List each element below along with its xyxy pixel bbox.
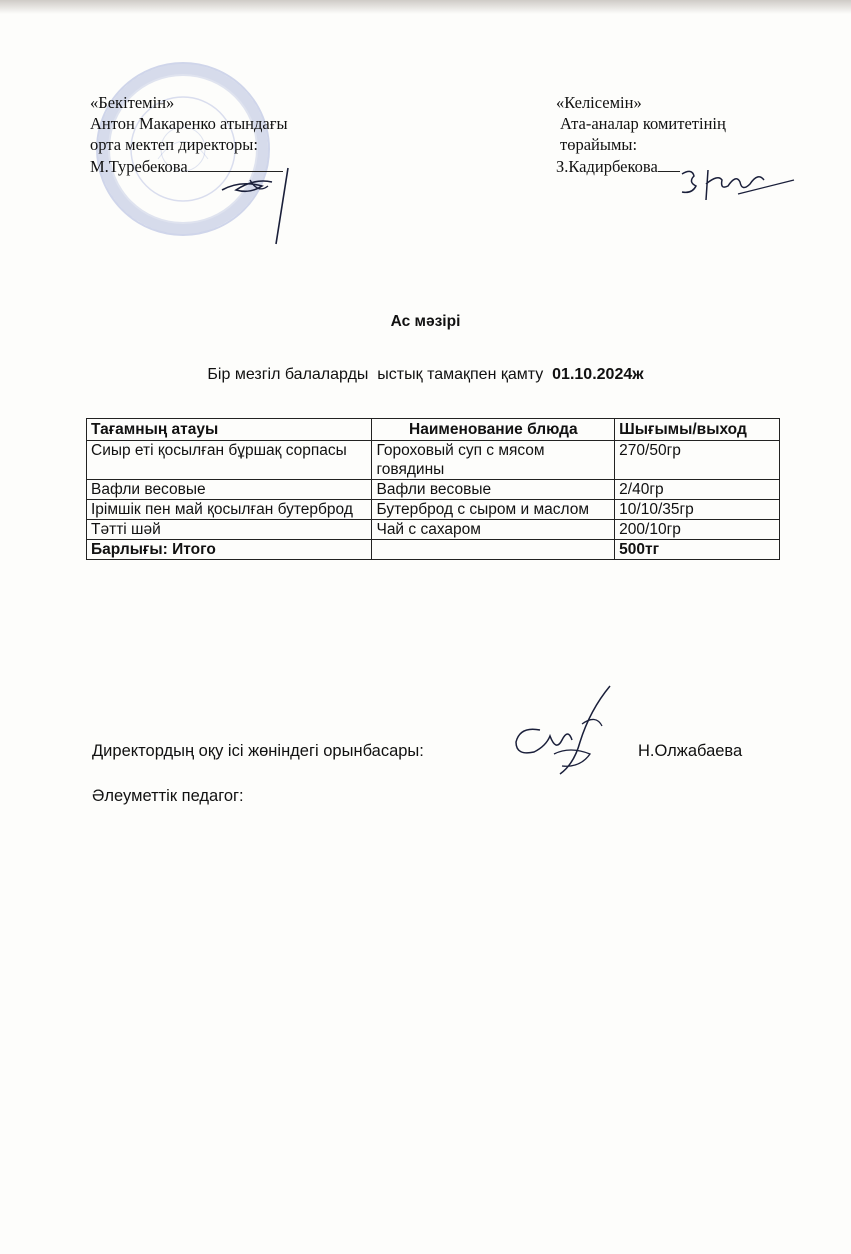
page-subtitle: [0, 366, 851, 384]
total-empty-cell: [372, 540, 615, 560]
table-row: [87, 441, 780, 480]
table-row: [87, 480, 780, 500]
column-header-kk-name: Тағамның атауы: [87, 419, 372, 441]
dish-yield: 2/40гр: [615, 480, 780, 500]
dish-name-ru: Бутерброд с сыром и маслом: [372, 500, 615, 520]
dish-yield: 270/50гр: [615, 441, 780, 480]
approval-right-line1: Ата-аналар комитетінің: [560, 114, 726, 133]
menu-table: [86, 418, 780, 560]
table-row: [87, 520, 780, 540]
director-name: М.Туребекова: [90, 157, 188, 176]
column-header-ru-name: Наименование блюда: [372, 419, 615, 441]
menu-date: 01.10.2024ж: [552, 366, 644, 383]
approval-left-line1: Антон Макаренко атындағы: [90, 114, 288, 133]
social-pedagogue-label: Әлеуметтік педагог:: [92, 787, 244, 805]
dish-name-ru: Чай с сахаром: [372, 520, 615, 540]
table-header-row: [87, 419, 780, 441]
page-title: Ас мәзірі: [390, 313, 461, 330]
column-header-yield: Шығымы/выход: [615, 419, 780, 441]
dish-name-kk: Сиыр еті қосылған бұршақ сорпасы: [87, 441, 372, 480]
total-label: Барлығы: Итого: [87, 540, 372, 560]
dish-yield: 10/10/35гр: [615, 500, 780, 520]
deputy-signature: [510, 680, 620, 780]
dish-name-kk: Тәтті шәй: [87, 520, 372, 540]
total-price: 500тг: [615, 540, 780, 560]
dish-name-kk: Вафли весовые: [87, 480, 372, 500]
approval-left-line2: орта мектеп директоры:: [90, 135, 258, 154]
table-row: [87, 500, 780, 520]
dish-name-kk: Ірімшік пен май қосылған бутерброд: [87, 500, 372, 520]
approval-right-heading: «Келісемін»: [556, 93, 642, 112]
director-signature: [210, 160, 320, 255]
dish-name-ru: Гороховый суп с мясом говядины: [372, 441, 615, 480]
subtitle-text: Бір мезгіл балаларды ыстық тамақпен қамту: [207, 366, 553, 383]
deputy-director-name: Н.Олжабаева: [638, 742, 743, 760]
dish-yield: 200/10гр: [615, 520, 780, 540]
committee-chair-name: З.Кадирбекова: [556, 157, 658, 176]
committee-signature: [678, 160, 798, 210]
dish-name-ru: Вафли весовые: [372, 480, 615, 500]
deputy-director-label: Директордың оқу ісі жөніндегі орынбасары:: [92, 742, 424, 760]
approval-left-heading: «Бекітемін»: [90, 93, 175, 112]
scan-top-edge: [0, 0, 851, 14]
table-total-row: [87, 540, 780, 560]
signature-line: [658, 155, 680, 172]
approval-right-line2: төрайымы:: [560, 135, 638, 154]
